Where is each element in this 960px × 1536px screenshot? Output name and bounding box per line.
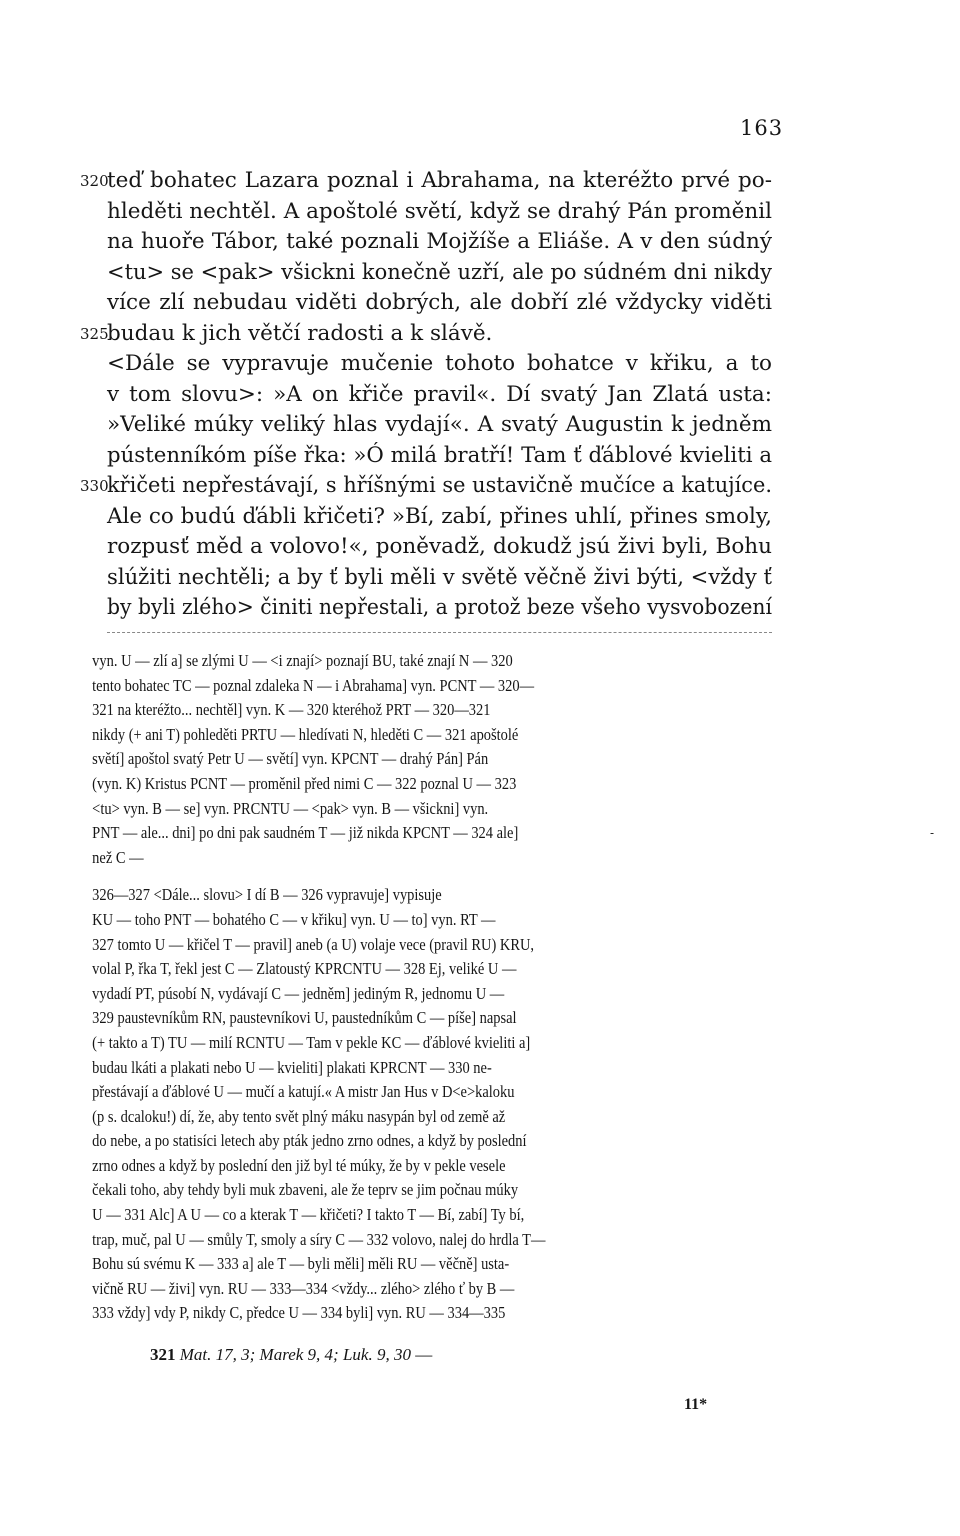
margin-mark: ‑ <box>930 826 935 840</box>
apparatus-line: zrno odnes a když by poslední den již byl té múky, že by v pekle vesele <box>92 1155 506 1175</box>
line-text: <tu> se <pak> všickni konečně uzří, ale po súdném dni nikdy <box>107 259 772 285</box>
line-text: Ale co budú ďábli křičeti? »Bí, zabí, přines uhlí, přines smoly, <box>107 503 772 529</box>
apparatus-line: (vyn. K) Kristus PCNT — proměnil před nimi C — 322 poznal U — 323 <box>92 773 517 793</box>
text-line <box>0 319 772 350</box>
line-text: v tom slovu>: »A on křiče pravil«. Dí svatý Jan Zlatá usta: <box>107 381 772 407</box>
line-text: pústenníkóm píše řka: »Ó milá bratří! Tam ť ďáblové kvieliti a <box>107 442 772 468</box>
apparatus-line: přestávají a ďáblové U — mučí a katují.« A mistr Jan Hus v D<e>kaloku <box>92 1082 515 1102</box>
critical-apparatus <box>0 649 960 1326</box>
signature-mark: 11* <box>684 1396 708 1413</box>
line-text: teď bohatec Lazara poznal i Abrahama, na kteréžto prvé po- <box>107 168 772 193</box>
text-line <box>0 593 772 624</box>
line-text: křičeti nepřestávají, s hříšnými se ustavičně mučíce a katujíce. <box>107 473 772 498</box>
text-line <box>0 441 772 472</box>
apparatus-line: do nebe, a po statisíci letech aby pták jedno zrno odnes, a když by poslední <box>92 1131 527 1151</box>
text-line <box>0 502 772 533</box>
apparatus-line: (p s. dcaloku!) dí, že, aby tento svět plný máku nasypán byl od země až <box>92 1106 506 1126</box>
apparatus-line: 326—327 <Dále... slovu> I dí B — 326 vypravuje] vypisuje <box>92 885 442 905</box>
apparatus-line: nikdy (+ ani T) pohleděti PRTU — hledívati N, hleděti C — 321 apoštolé <box>92 724 519 744</box>
text-line <box>0 197 772 228</box>
apparatus-line: vyn. U — zlí a] se zlými U — <i znají> poznají BU, také znají N — 320 <box>92 651 513 670</box>
apparatus-line: 333 vždy] vdy P, nikdy C, předce U — 334 byli] vyn. RU — 334—335 <box>92 1303 506 1323</box>
text-line <box>0 410 772 441</box>
biblical-references <box>150 1345 432 1365</box>
apparatus-line: budau lkáti a plakati nebo U — kvieliti] plakati KPRCNT — 330 ne- <box>92 1057 492 1077</box>
apparatus-line: než C — <box>92 847 144 867</box>
line-number: 330 <box>80 477 109 495</box>
reference-dash: — <box>415 1345 433 1364</box>
footnote-divider <box>107 632 772 633</box>
text-line <box>0 471 772 502</box>
apparatus-line: <tu> vyn. B — se] vyn. PRCNTU — <pak> vyn. B — všickni] vyn. <box>92 798 489 818</box>
apparatus-line: 321 na kteréžto... nechtěl] vyn. K — 320 kteréhož PRT — 320—321 <box>92 700 491 720</box>
apparatus-line: vydadí PT, púsobí N, vydávají C — jedněm] jediným R, jednomu U — <box>92 983 505 1003</box>
line-text: hleděti nechtěl. A apoštolé světí, když se drahý Pán proměnil <box>107 198 772 224</box>
apparatus-line: PNT — ale... dni] po dni pak saudném T — již nikda KPCNT — 324 ale] <box>92 823 519 843</box>
line-text: »Veliké múky veliký hlas vydají«. A svatý Augustin k jedněm <box>107 412 772 437</box>
text-line <box>0 349 772 380</box>
line-text: na huoře Tábor, také poznali Mojžíše a Eliáše. A v den súdný <box>107 229 772 254</box>
page-number: 163 <box>740 116 784 140</box>
text-line <box>0 227 772 258</box>
line-number: 325 <box>80 324 109 343</box>
text-line <box>0 380 772 411</box>
apparatus-line: světí] apoštol svatý Petr U — světí] vyn. KPCNT — drahý Pán] Pán <box>92 749 489 769</box>
apparatus-line: 327 tomto U — křičel T — pravil] aneb (a U) volaje vece (pravil RU) KRU, <box>92 934 535 954</box>
apparatus-line: tento bohatec TC — poznal zdaleka N — i Abrahama] vyn. PCNT — 320— <box>92 675 535 695</box>
reference-line-number: 321 <box>150 1345 176 1364</box>
apparatus-line: čekali toho, aby tehdy byli muk zbaveni, ale že teprv se jim počnau múky <box>92 1180 519 1200</box>
line-text: budau k jich větčí radosti a k slávě. <box>107 320 493 346</box>
text-line <box>0 258 772 289</box>
reference-text: Mat. 17, 3; Marek 9, 4; Luk. 9, 30 <box>179 1345 411 1364</box>
line-text: <Dále se vypravuje mučenie tohoto bohatce v křiku, a to <box>107 351 772 376</box>
apparatus-line: U — 331 Alc] A U — co a kterak T — křičeti? I takto T — Bí, zabí] Ty bí, <box>92 1205 525 1225</box>
line-text: slúžiti nechtěli; a by ť byli měli v světě věčně živi býti, <vždy ť <box>107 564 772 590</box>
text-line <box>0 166 772 197</box>
apparatus-line: volal P, řka T, řekl jest C — Zlatoustý KPRCNTU — 328 Ej, veliké U — <box>92 959 517 979</box>
line-number: 320 <box>80 172 109 190</box>
apparatus-line: Bohu sú svému K — 333 a] ale T — byli měli] měli RU — věčně] usta- <box>92 1254 510 1274</box>
line-text: rozpusť měd a volovo!«, poněvadž, dokudž jsú živi byli, Bohu <box>107 534 772 559</box>
apparatus-line: trap, muč, pal U — smůly T, smoly a síry C — 332 volovo, nalej do hrdla T— <box>92 1229 546 1249</box>
apparatus-line: KU — toho PNT — bohatého C — v křiku] vyn. U — to] vyn. RT — <box>92 909 496 929</box>
text-line <box>0 288 772 319</box>
main-text <box>0 166 960 624</box>
apparatus-line: vičně RU — živi] vyn. RU — 333—334 <vždy... zlého> zlého ť by B — <box>92 1278 515 1298</box>
text-line <box>0 532 772 563</box>
apparatus-line: (+ takto a T) TU — milí RCNTU — Tam v pekle KC — ďáblové kvieliti a] <box>92 1032 531 1052</box>
text-line <box>0 563 772 594</box>
line-text: by byli zlého> činiti nepřestali, a protož beze všeho vysvobození <box>107 595 772 620</box>
apparatus-line: 329 paustevníkům RN, paustevníkovi U, paustedníkům C — píše] napsal <box>92 1008 517 1028</box>
line-text: více zlí nebudau viděti dobrých, ale dobří zlé vždycky viděti <box>107 290 772 315</box>
